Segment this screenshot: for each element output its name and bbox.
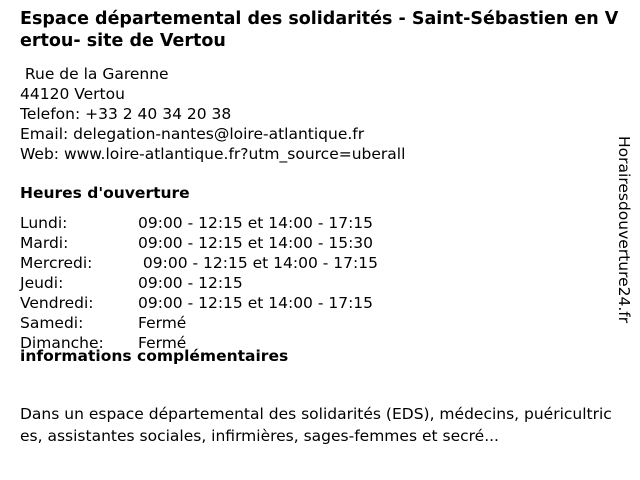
watermark-text: Horairesdouverture24.fr: [615, 136, 633, 324]
time-value: Fermé: [138, 334, 187, 352]
time-value: 09:00 - 12:15: [138, 274, 243, 292]
page-title: Espace départemental des solidarités - Saint-Sébastien en Vertou- site de Vertou: [20, 9, 619, 51]
time-value: 09:00 - 12:15 et 14:00 - 17:15: [138, 294, 374, 312]
day-label: Dimanche:: [20, 334, 104, 352]
email-line[interactable]: Email: delegation-nantes@loire-atlantique.fr: [20, 125, 365, 143]
web-line[interactable]: Web: www.loire-atlantique.fr?utm_source=uberall: [20, 145, 406, 163]
info-description: Dans un espace départemental des solidarités (EDS), médecins, puéricultrices, assistantes sociales, infirmières, sages-femmes et secré...: [20, 405, 612, 445]
day-label: Mercredi:: [20, 254, 93, 272]
day-label: Jeudi:: [20, 274, 64, 292]
day-label: Vendredi:: [20, 294, 94, 312]
phone-line[interactable]: Telefon: +33 2 40 34 20 38: [20, 105, 232, 123]
site-watermark: [614, 136, 634, 346]
address-street: Rue de la Garenne: [20, 65, 169, 83]
info-heading: informations complémentaires: [20, 347, 289, 365]
hours-heading: Heures d'ouverture: [20, 184, 190, 202]
address-city: 44120 Vertou: [20, 85, 125, 103]
time-value: 09:00 - 12:15 et 14:00 - 17:15: [138, 214, 374, 232]
day-label: Lundi:: [20, 214, 68, 232]
time-value: Fermé: [138, 314, 187, 332]
day-label: Mardi:: [20, 234, 69, 252]
time-value: 09:00 - 12:15 et 14:00 - 15:30: [138, 234, 374, 252]
time-value: 09:00 - 12:15 et 14:00 - 17:15: [138, 254, 378, 272]
day-label: Samedi:: [20, 314, 84, 332]
contact-block: [20, 64, 405, 164]
